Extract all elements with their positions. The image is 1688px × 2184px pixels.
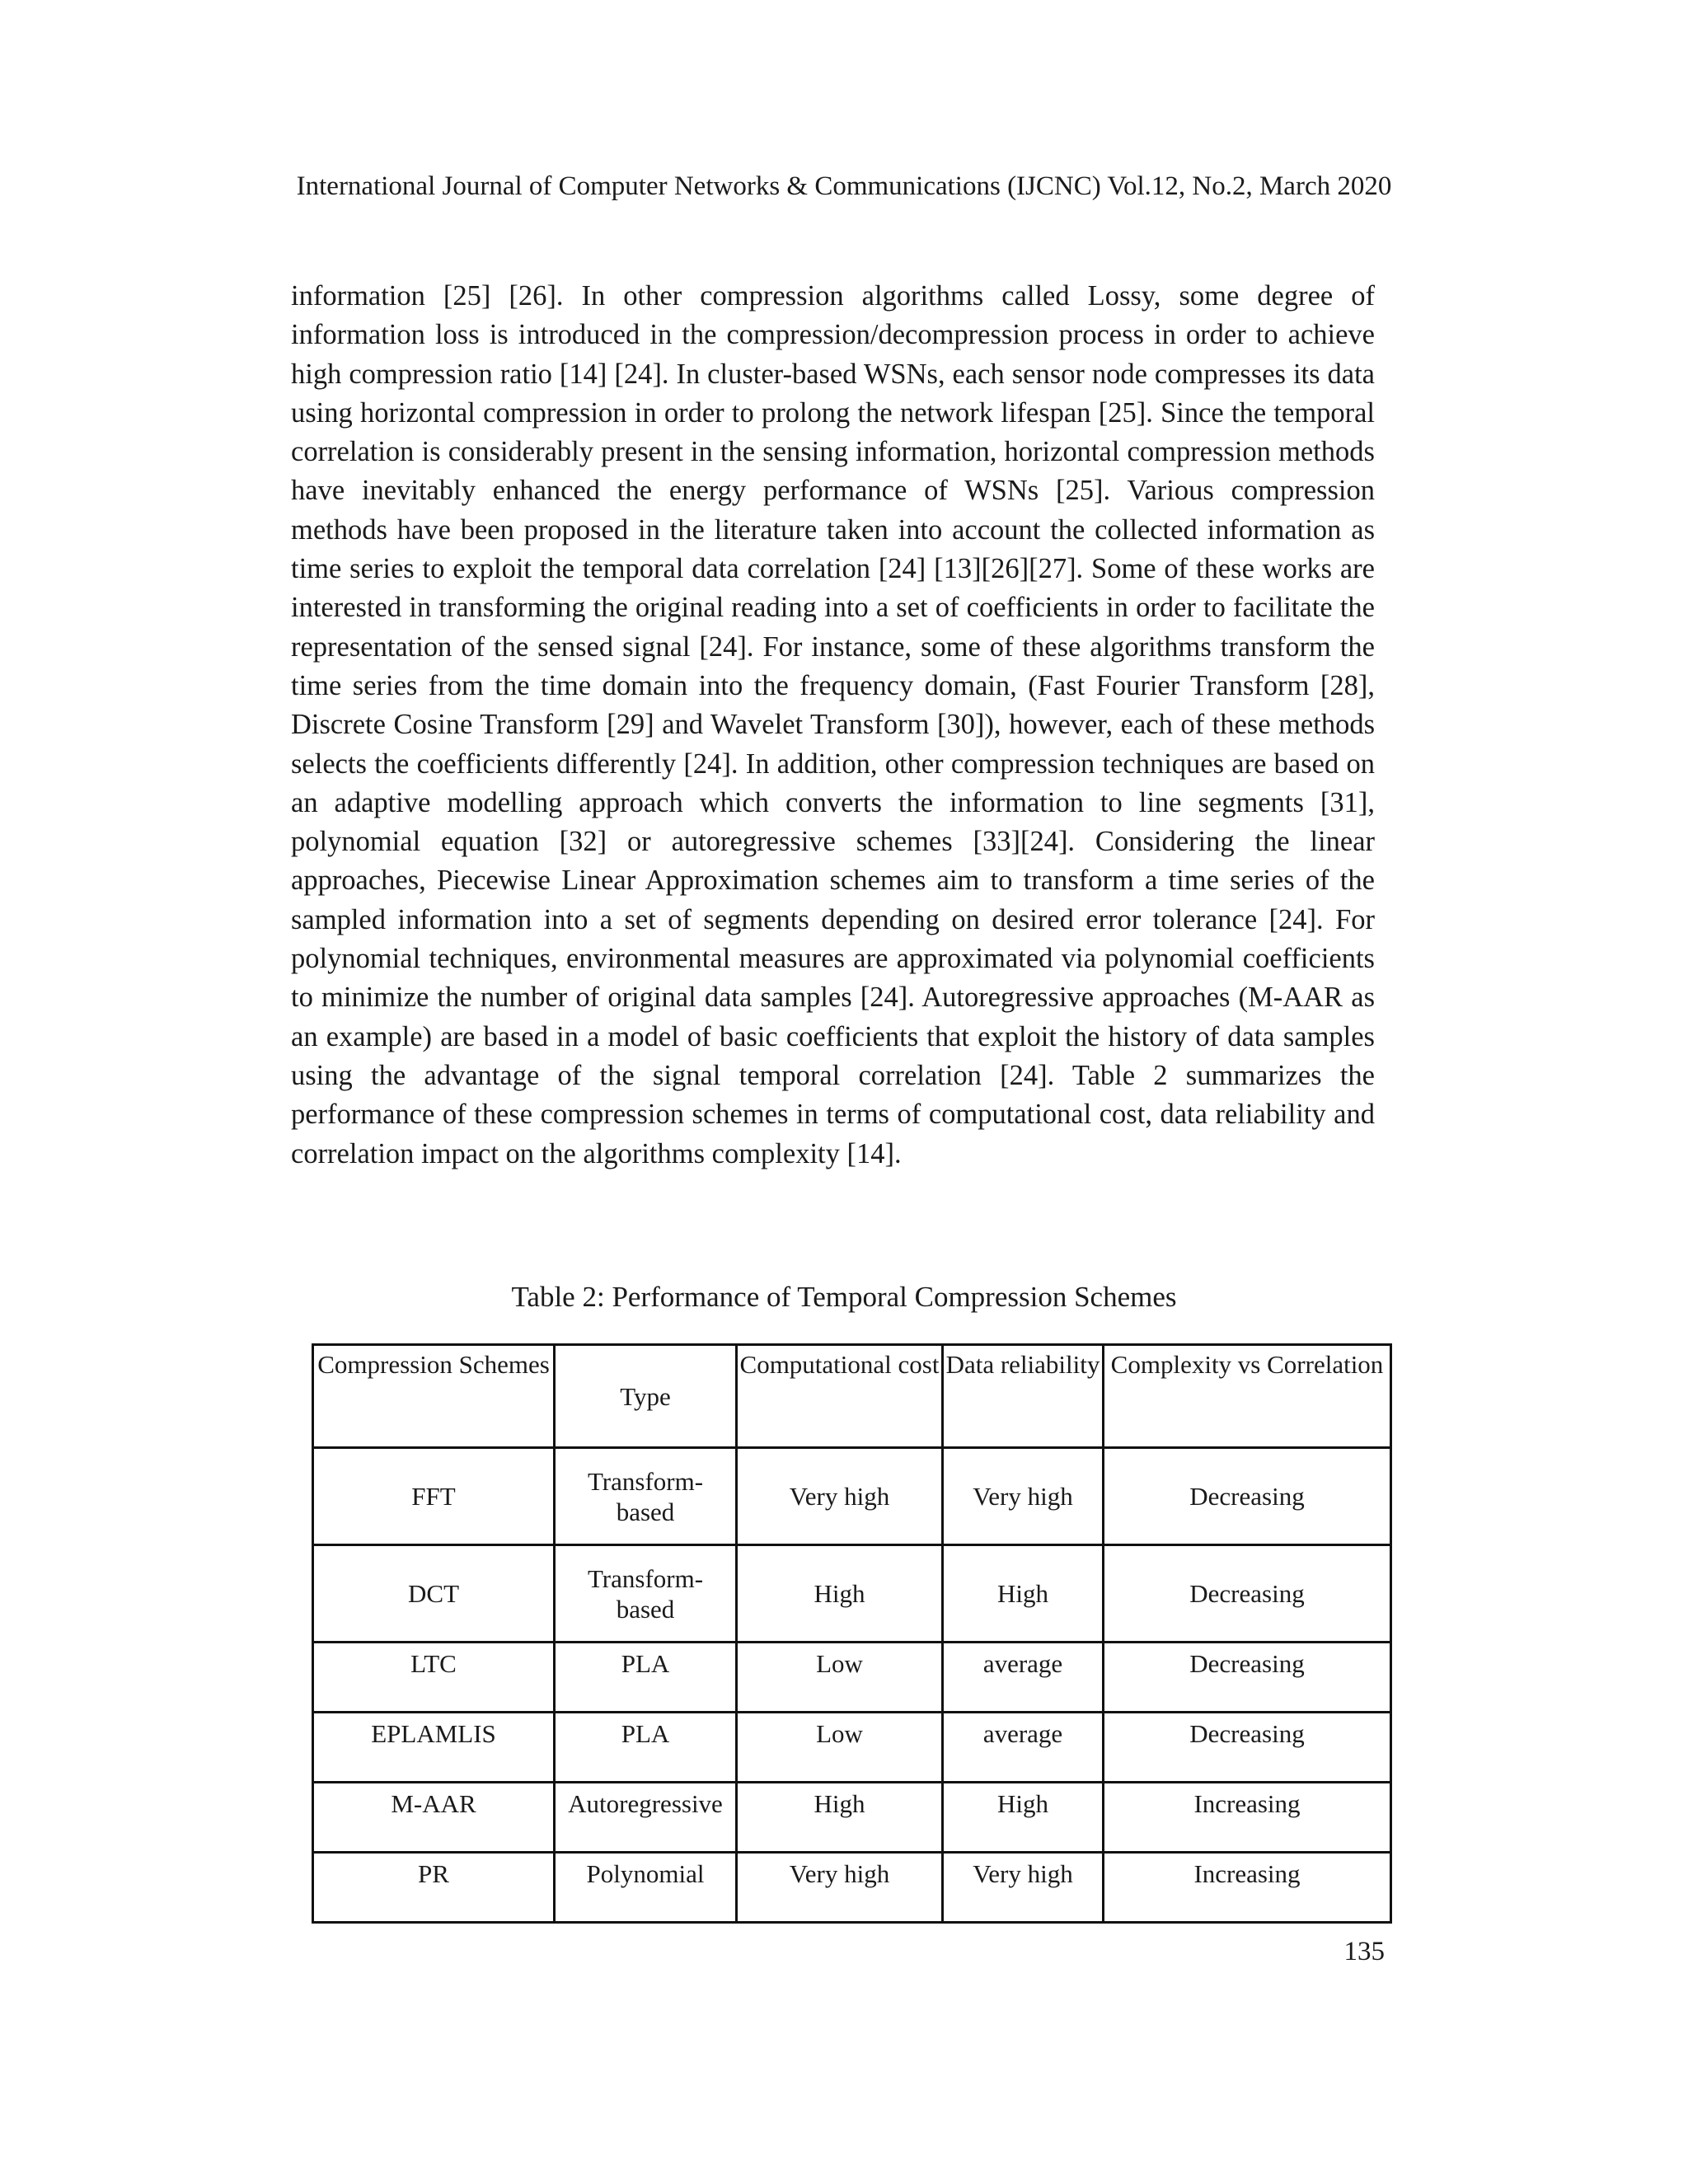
table-cell: LTC [313,1643,555,1713]
table-cell: Increasing [1104,1853,1391,1923]
table-row [313,1783,1391,1853]
table-cell: Very high [737,1853,943,1923]
table-cell: average [943,1643,1104,1713]
table-cell: Low [737,1713,943,1783]
table-cell: DCT [313,1545,555,1643]
table-cell: Very high [943,1853,1104,1923]
body-paragraph: information [25] [26]. In other compression algorithms called Lossy, some degree of information loss is introduced in the compression/decompression process in order to achieve high compression ratio [14] [24]. In cluster-based WSNs, each sensor node compresses its data using horizontal compression in order to prolong the network lifespan [25]. Since the temporal correlation is considerably present in the sensing information, horizontal compression methods have inevitably enhanced the energy performance of WSNs [25]. Various compression methods have been proposed in the literature taken into account the collected information as time series to exploit the temporal data correlation [24] [13][26][27]. Some of these works are interested in transforming the original reading into a set of coefficients in order to facilitate the representation of the sensed signal [24]. For instance, some of these algorithms transform the time series from the time domain into the frequency domain, (Fast Fourier Transform [28], Discrete Cosine Transform [29] and Wavelet Transform [30]), however, each of these methods selects the coefficients differently [24]. In addition, other compression techniques are based on an adaptive modelling approach which converts the information to line segments [31], polynomial equation [32] or autoregressive schemes [33][24]. Considering the linear approaches, Piecewise Linear Approximation schemes aim to transform a time series of the sampled information into a set of segments depending on desired error tolerance [24]. For polynomial techniques, environmental measures are approximated via polynomial coefficients to minimize the number of original data samples [24]. Autoregressive approaches (M-AAR as an example) are based in a model of basic coefficients that exploit the history of data samples using the advantage of the signal temporal correlation [24]. Table 2 summarizes the performance of these compression schemes in terms of computational cost, data reliability and correlation impact on the algorithms complexity [14]. [291,280,1375,1169]
table-cell: Decreasing [1104,1448,1391,1545]
table-cell: Autoregressive [555,1783,737,1853]
table-cell: Transform-based [555,1545,737,1643]
table-cell: PLA [555,1643,737,1713]
performance-table [312,1343,1392,1924]
header-cell-complexity-vs-correlation: Complexity vs Correlation [1104,1345,1391,1448]
header-cell-computational-cost: Computational cost [737,1345,943,1448]
header-cell-compression-schemes: Compression Schemes [313,1345,555,1448]
table-cell: Decreasing [1104,1545,1391,1643]
table-row [313,1545,1391,1643]
table-caption: Table 2: Performance of Temporal Compression Schemes [511,1281,1177,1313]
table-cell: average [943,1713,1104,1783]
table-cell: EPLAMLIS [313,1713,555,1783]
table-cell: M-AAR [313,1783,555,1853]
table-cell: FFT [313,1448,555,1545]
table-cell: PLA [555,1713,737,1783]
table-cell: PR [313,1853,555,1923]
table-cell: High [737,1545,943,1643]
table-cell: Very high [737,1448,943,1545]
table-cell: High [737,1783,943,1853]
header-cell-type: Type [555,1345,737,1448]
table-row [313,1713,1391,1783]
table-cell: High [943,1545,1104,1643]
table-cell: Increasing [1104,1783,1391,1853]
table-cell: Decreasing [1104,1713,1391,1783]
table-row [313,1643,1391,1713]
header-cell-data-reliability: Data reliability [943,1345,1104,1448]
table-row [313,1853,1391,1923]
table-cell: High [943,1783,1104,1853]
running-header: International Journal of Computer Networks & Communications (IJCNC) Vol.12, No.2, March 2020 [296,171,1392,201]
table-cell: Polynomial [555,1853,737,1923]
table-cell: Transform-based [555,1448,737,1545]
page-number: 135 [1343,1937,1385,1966]
table-header-row [313,1345,1391,1448]
table-cell: Low [737,1643,943,1713]
table-row [313,1448,1391,1545]
table-cell: Decreasing [1104,1643,1391,1713]
table-cell: Very high [943,1448,1104,1545]
